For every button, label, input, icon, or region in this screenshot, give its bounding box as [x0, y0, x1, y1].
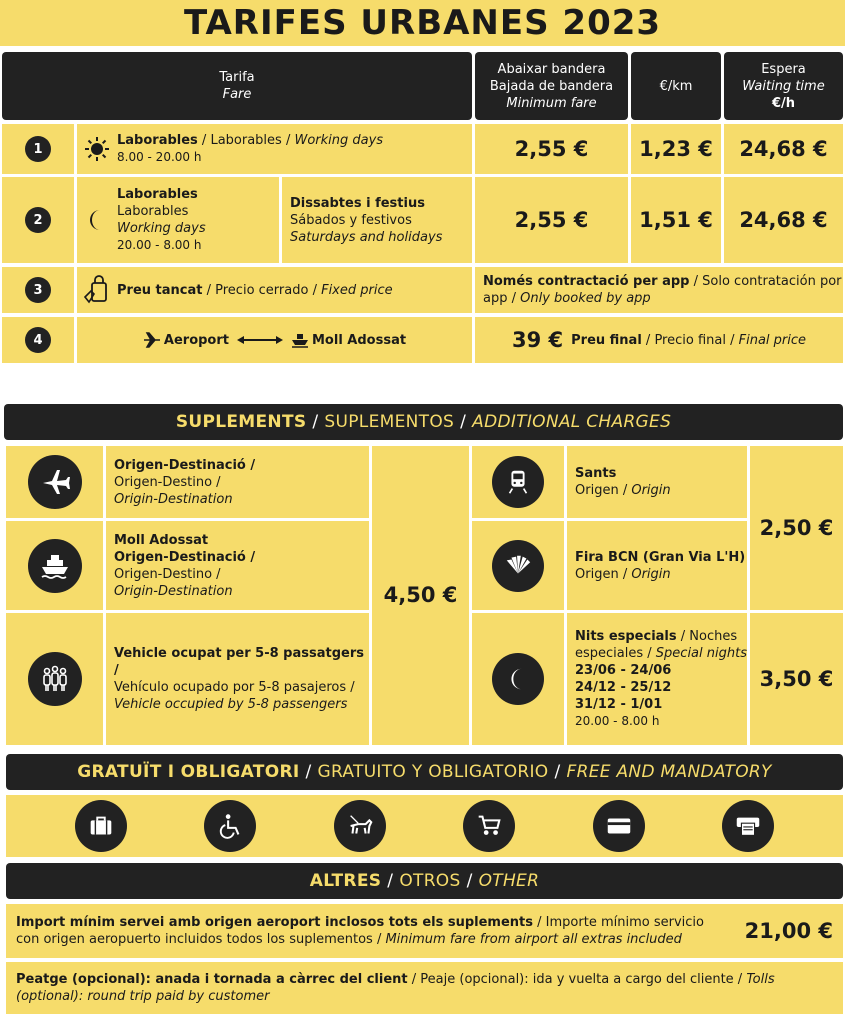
rate-2-ca: Laborables [117, 187, 198, 202]
toll-es: Peaje (opcional): ida y vuelta a cargo del cliente [420, 972, 734, 987]
port-supplement [106, 521, 369, 610]
min-es: Importe mínimo servicio con origen aeropuerto incluidos todos los suplementos [16, 915, 704, 947]
airport-es: Origen-Destino / [114, 474, 221, 490]
rate-2-number: 2 [25, 207, 51, 233]
rate-3-num-cell [2, 267, 74, 313]
ship-icon [291, 332, 309, 348]
rate-1-en: Working days [294, 133, 384, 148]
sants-ca: Origen [575, 483, 619, 498]
rate-4-num-cell [2, 317, 74, 363]
rate-3-ca: Preu tancat [117, 282, 203, 298]
rate-4-final-es: Precio final [654, 332, 726, 348]
card-payment-icon [593, 800, 645, 852]
fira-en: Origin [631, 566, 671, 582]
airport-en: Origin-Destination [114, 491, 233, 507]
min-ca: Import mínim servei amb origen aeroport inclosos tots els suplements [16, 915, 534, 930]
nights-date-2: 24/12 - 25/12 [575, 680, 672, 695]
min-en: Minimum fare from airport all extras included [385, 932, 682, 947]
airplane-icon [28, 455, 82, 509]
rate-2-wait: 24,68 € [724, 177, 843, 263]
nights-icon-cell [472, 613, 564, 745]
airport-minimum-row: Import mínim servei amb origen aeroport inclosos tots els suplements / Importe mínimo servicio con origen aeropuerto incluidos todos los suplementos / Minimum fare from airport all extras included 21,00 € [6, 904, 843, 958]
rate-3-number: 3 [25, 277, 51, 303]
rate-1-number: 1 [25, 136, 51, 162]
nights-hours: 20.00 - 8.00 h [575, 714, 660, 728]
rate-2-weekend [282, 177, 472, 263]
double-arrow-icon [237, 335, 283, 345]
vehicle-es: Vehículo ocupado por 5-8 pasajeros / [114, 680, 355, 695]
rate-2-desc [77, 177, 279, 263]
rate-2-num-cell [2, 177, 74, 263]
rate-4-final-en: Final price [738, 332, 807, 348]
port-es: Origen-Destino / [114, 566, 221, 582]
toll-ca: Peatge (opcional): anada i tornada a càrrec del client [16, 972, 408, 987]
rate-2-weekend-ca: Dissabtes i festius [290, 195, 425, 211]
header-wait-ca: Espera [761, 61, 806, 77]
sants-en: Origin [631, 483, 671, 498]
rate-3-es: Precio cerrado [215, 282, 309, 298]
supplements-header [4, 404, 843, 440]
rate-1-num-cell [2, 124, 74, 174]
rate-1-km: 1,23 € [631, 124, 721, 174]
fira-icon-cell [472, 521, 564, 610]
vehicle-en: Vehicle occupied by 5-8 passengers [114, 697, 348, 712]
nights-supplement: Nits especials / Noches especiales / Special nights 23/06 - 24/06 24/12 - 25/12 31/12 - 1/01 20.00 - 8.00 h [567, 613, 747, 745]
fira-supplement: Fira BCN (Gran Via L'H) Origen / Origin [567, 521, 747, 610]
group-icon-cell [6, 613, 103, 745]
left-supplement-price: 4,50 € [372, 446, 469, 745]
rate-1-desc: Laborables / Laborables / Working days 8.00 - 20.00 h [77, 124, 472, 174]
rate-1-ca: Laborables [117, 133, 198, 148]
rate-4-from: Aeroport [163, 332, 229, 348]
moon-icon [492, 653, 544, 705]
airport-icon-cell [6, 446, 103, 518]
rate-4-to: Moll Adossat [312, 332, 407, 348]
fira-logo-icon [492, 540, 544, 592]
passengers-group-icon [28, 652, 82, 706]
nights-date-1: 23/06 - 24/06 [575, 663, 672, 678]
moon-icon [77, 208, 117, 232]
rate-3-en: Fixed price [321, 282, 393, 298]
header-wait-unit: €/h [771, 95, 796, 111]
guide-dog-icon [334, 800, 386, 852]
sep: / [554, 762, 561, 782]
nights-es: Noches especiales [575, 629, 738, 661]
rate-1-flag: 2,55 € [475, 124, 628, 174]
sants-name: Sants [575, 466, 617, 481]
airport-ca: Origen-Destinació / [114, 457, 256, 473]
wheelchair-icon [204, 800, 256, 852]
free-header [6, 754, 843, 790]
other-title-es: OTROS [399, 871, 461, 891]
header-fare [2, 52, 472, 120]
plane-icon [143, 332, 161, 348]
header-waiting [724, 52, 843, 120]
header-per-km-label: €/km [659, 78, 693, 94]
vehicle-ca: Vehicle ocupat per 5-8 passatgers / [114, 646, 364, 678]
rate-1-es: Laborables [210, 133, 282, 148]
min-price: 21,00 € [744, 918, 833, 943]
port-name: Moll Adossat [114, 532, 209, 548]
rate-1-hours: 8.00 - 20.00 h [117, 150, 202, 164]
header-wait-en: Waiting time [742, 78, 825, 94]
rate-3-desc: Preu tancat / Precio cerrado / Fixed price [77, 267, 472, 313]
page-title: TARIFES URBANES 2023 [0, 0, 845, 46]
airport-supplement [106, 446, 369, 518]
rate-2-weekend-es: Sábados y festivos [290, 212, 412, 228]
fira-ca: Origen [575, 566, 619, 582]
free-title-ca: GRATUÏT I OBLIGATORI [77, 762, 300, 782]
free-title-es: GRATUITO Y OBLIGATORIO [317, 762, 549, 782]
sants-icon-cell [472, 446, 564, 518]
other-header [6, 863, 843, 899]
header-min-fare [475, 52, 628, 120]
station-supplement-price: 2,50 € [750, 446, 843, 610]
port-icon-cell [6, 521, 103, 610]
stroller-icon [463, 800, 515, 852]
port-ca: Origen-Destinació / [114, 549, 256, 565]
rate-4-price: 39 € [511, 327, 564, 352]
rate-4-route [77, 317, 472, 363]
supplements-title-ca: SUPLEMENTS [175, 412, 307, 432]
other-title-ca: ALTRES [309, 871, 382, 891]
supplements-title-en: ADDITIONAL CHARGES [472, 412, 672, 432]
sep: / [466, 871, 473, 891]
header-flag-es: Bajada de bandera [489, 78, 614, 94]
free-icons-row [6, 795, 843, 857]
free-title-en: FREE AND MANDATORY [566, 762, 772, 782]
rate-3-note-ca: Només contractació per app [483, 274, 690, 289]
rate-4-price-cell: 39 € Preu final / Precio final / Final price [475, 317, 843, 363]
header-fare-ca: Tarifa [219, 70, 255, 85]
nights-en: Special nights [655, 646, 747, 661]
receipt-printer-icon [722, 800, 774, 852]
header-per-km [631, 52, 721, 120]
nights-supplement-price: 3,50 € [750, 613, 843, 745]
port-en: Origin-Destination [114, 583, 233, 599]
vehicle-supplement [106, 613, 369, 745]
nights-date-3: 31/12 - 1/01 [575, 697, 663, 712]
sun-icon [77, 136, 117, 162]
rate-4-final-ca: Preu final [571, 332, 642, 348]
rate-3-note-en: Only booked by app [520, 291, 651, 306]
fira-name: Fira BCN (Gran Via L'H) [575, 549, 746, 565]
cruise-ship-icon [28, 539, 82, 593]
rate-1-wait: 24,68 € [724, 124, 843, 174]
sep: / [387, 871, 394, 891]
nights-ca: Nits especials [575, 629, 677, 644]
rate-3-note-es: Solo contratación por app [483, 274, 842, 306]
luggage-icon [75, 800, 127, 852]
tolls-row: Peatge (opcional): anada i tornada a càrrec del client / Peaje (opcional): ida y vuelta a cargo del cliente / Tolls (optional): round trip paid by customer [6, 962, 843, 1014]
rate-2-flag: 2,55 € [475, 177, 628, 263]
sep: / [305, 762, 312, 782]
rate-2-weekend-en: Saturdays and holidays [290, 229, 443, 245]
header-flag-en: Minimum fare [506, 95, 597, 111]
rate-2-hours: 20.00 - 8.00 h [117, 238, 202, 252]
phone-lock-icon [77, 275, 117, 305]
supplements-title-es: SUPLEMENTOS [324, 412, 455, 432]
rate-2-en: Working days [117, 221, 206, 236]
rate-2-km: 1,51 € [631, 177, 721, 263]
sep: / [460, 412, 467, 432]
header-flag-ca: Abaixar bandera [497, 61, 606, 77]
rate-2-es: Laborables [117, 204, 189, 219]
train-icon [492, 456, 544, 508]
rate-4-number: 4 [25, 327, 51, 353]
toll-en: Tolls (optional): round trip paid by customer [16, 972, 775, 1004]
sants-supplement: Sants Origen / Origin [567, 446, 747, 518]
header-fare-en: Fare [222, 87, 252, 102]
sep: / [312, 412, 319, 432]
rate-3-note: Només contractació per app / Solo contratación por app / Only booked by app [475, 267, 843, 313]
other-title-en: OTHER [478, 871, 540, 891]
